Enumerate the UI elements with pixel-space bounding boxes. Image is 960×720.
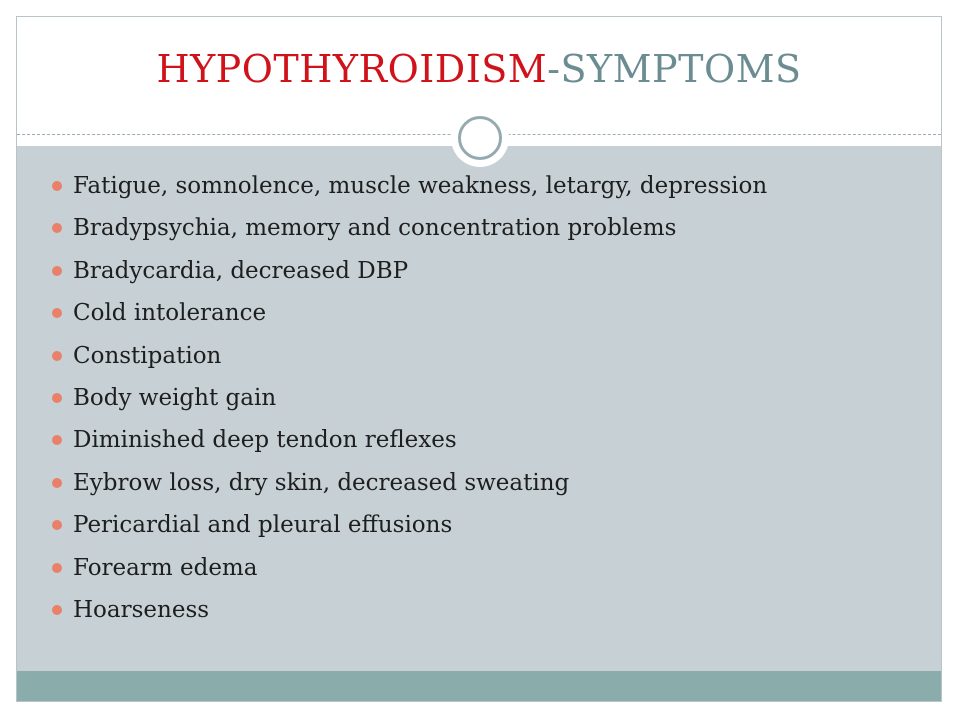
list-item: [17, 589, 767, 631]
list-item-text: Hoarseness: [73, 596, 210, 623]
list-item-text: Diminished deep tendon reflexes: [73, 427, 457, 454]
list-item: [17, 207, 767, 249]
list-item-text: Fatigue, somnolence, muscle weakness, letargy, depression: [73, 173, 768, 199]
circle-ring-icon: [458, 116, 502, 160]
list-item: [17, 419, 767, 461]
list-item-text: Bradypsychia, memory and concentration problems: [73, 215, 677, 242]
list-item-text: Forearm edema: [73, 554, 258, 581]
list-item: [17, 547, 767, 589]
bullet-icon: [52, 393, 62, 403]
bullet-icon: [52, 266, 62, 276]
list-item: [17, 250, 767, 292]
title-suffix: -SYMPTOMS: [547, 47, 802, 91]
bullet-icon: [52, 308, 62, 318]
list-item-text: Bradycardia, decreased DBP: [73, 257, 409, 284]
symptom-list: [17, 165, 767, 631]
bullet-icon: [52, 181, 62, 191]
list-item-text: Cold intolerance: [73, 300, 267, 327]
list-item-text: Constipation: [73, 342, 222, 369]
list-item-text: Pericardial and pleural effusions: [73, 512, 453, 539]
bullet-icon: [52, 223, 62, 233]
list-item-text: Eybrow loss, dry skin, decreased sweating: [73, 469, 570, 496]
list-item: [17, 165, 767, 207]
bullet-icon: [52, 605, 62, 615]
slide-title: [17, 47, 941, 91]
bullet-icon: [52, 520, 62, 530]
list-item: [17, 292, 767, 334]
list-item: [17, 504, 767, 546]
slide-frame: [16, 16, 942, 702]
bullet-icon: [52, 478, 62, 488]
bullet-icon: [52, 563, 62, 573]
list-item: [17, 377, 767, 419]
list-item: [17, 335, 767, 377]
list-item-text: Body weight gain: [73, 384, 277, 411]
list-item: [17, 462, 767, 504]
bullet-icon: [52, 351, 62, 361]
bullet-icon: [52, 435, 62, 445]
title-main: HYPOTHYROIDISM: [156, 47, 548, 91]
footer-bar: [17, 671, 941, 702]
